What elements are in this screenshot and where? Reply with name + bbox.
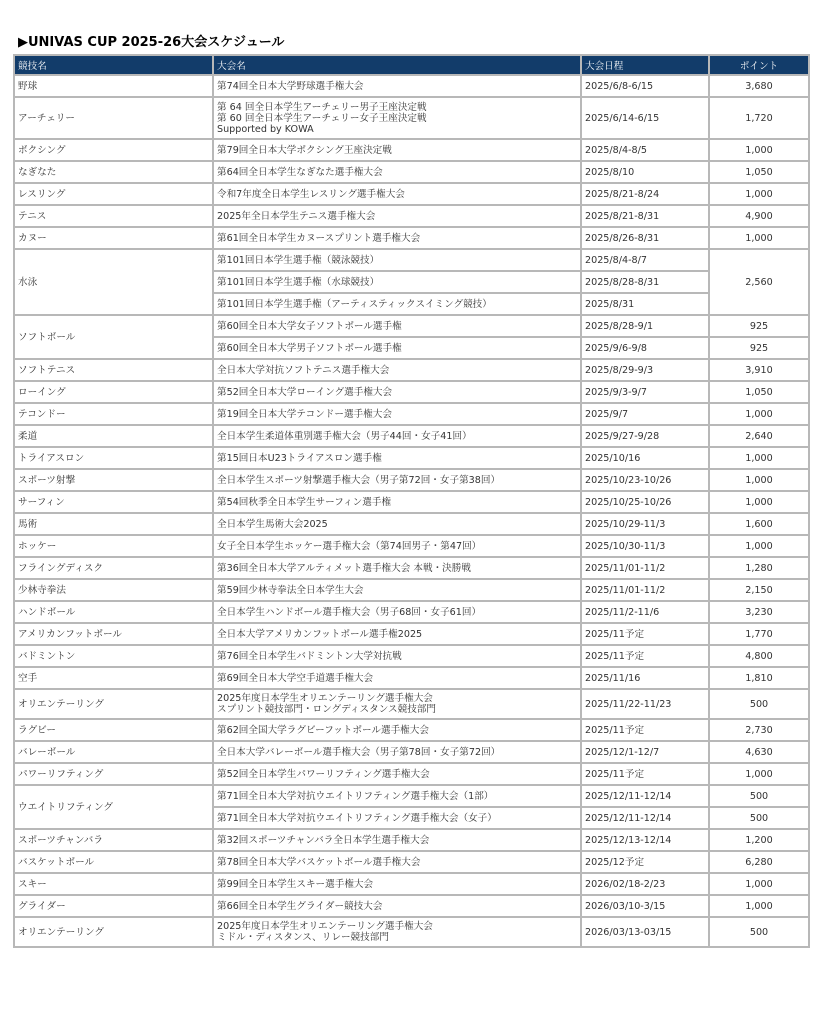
date-cell: 2025/10/29-11/3 — [581, 513, 709, 535]
table-row — [14, 873, 809, 895]
points-cell: 2,560 — [709, 249, 809, 315]
event-cell — [213, 785, 581, 807]
table-row — [14, 183, 809, 205]
table-row — [14, 513, 809, 535]
event-name-line: 第99回全日本学生スキー選手権大会 — [217, 878, 374, 890]
event-cell — [213, 75, 581, 97]
table-row — [14, 249, 809, 271]
event-name-line: Supported by KOWA — [217, 123, 314, 135]
points-cell: 3,680 — [709, 75, 809, 97]
date-cell: 2025/12/11-12/14 — [581, 807, 709, 829]
event-name-line: 全日本学生ハンドボール選手権大会（男子68回・女子61回） — [217, 606, 482, 618]
event-cell — [213, 917, 581, 947]
event-name-line: 第59回少林寺拳法全日本学生大会 — [217, 584, 364, 596]
event-cell — [213, 205, 581, 227]
table-row — [14, 579, 809, 601]
event-name-line: 第101回日本学生選手権（水球競技） — [217, 276, 380, 288]
event-name-line: 第71回全日本大学対抗ウエイトリフティング選手権大会（1部） — [217, 790, 494, 802]
date-cell: 2025/12/13-12/14 — [581, 829, 709, 851]
points-cell: 4,630 — [709, 741, 809, 763]
date-cell: 2025/11/16 — [581, 667, 709, 689]
event-cell — [213, 645, 581, 667]
event-cell — [213, 623, 581, 645]
event-cell — [213, 579, 581, 601]
points-cell: 925 — [709, 315, 809, 337]
points-cell: 3,230 — [709, 601, 809, 623]
date-cell: 2025/9/3-9/7 — [581, 381, 709, 403]
table-row — [14, 403, 809, 425]
sport-cell: ホッケー — [14, 535, 213, 557]
table-header-row — [14, 55, 809, 75]
date-cell: 2025/12予定 — [581, 851, 709, 873]
sport-cell: フライングディスク — [14, 557, 213, 579]
event-name-line: 第15回日本U23トライアスロン選手権 — [217, 452, 382, 464]
sport-cell: トライアスロン — [14, 447, 213, 469]
sport-cell: ソフトボール — [14, 315, 213, 359]
table-row — [14, 667, 809, 689]
points-cell: 1,280 — [709, 557, 809, 579]
date-cell: 2025/8/21-8/24 — [581, 183, 709, 205]
points-cell: 1,000 — [709, 491, 809, 513]
points-cell: 1,720 — [709, 97, 809, 139]
header-date: 大会日程 — [581, 55, 709, 75]
table-row — [14, 97, 809, 139]
event-cell — [213, 97, 581, 139]
sport-cell: グライダー — [14, 895, 213, 917]
event-name-line: 第60回全日本大学女子ソフトボール選手権 — [217, 320, 402, 332]
table-row — [14, 491, 809, 513]
table-row — [14, 829, 809, 851]
table-row — [14, 139, 809, 161]
event-name-line: 全日本大学バレーボール選手権大会（男子第78回・女子第72回） — [217, 746, 501, 758]
table-row — [14, 227, 809, 249]
sport-cell: テコンドー — [14, 403, 213, 425]
table-row — [14, 895, 809, 917]
points-cell: 1,000 — [709, 895, 809, 917]
points-cell: 1,600 — [709, 513, 809, 535]
points-cell: 4,800 — [709, 645, 809, 667]
table-row — [14, 557, 809, 579]
header-event: 大会名 — [213, 55, 581, 75]
sport-cell: 馬術 — [14, 513, 213, 535]
event-cell — [213, 161, 581, 183]
event-name-line: スプリント競技部門・ロングディスタンス競技部門 — [217, 704, 437, 715]
date-cell: 2025/8/28-9/1 — [581, 315, 709, 337]
sport-cell: ボクシング — [14, 139, 213, 161]
points-cell: 1,000 — [709, 763, 809, 785]
table-row — [14, 623, 809, 645]
points-cell: 500 — [709, 807, 809, 829]
table-row — [14, 645, 809, 667]
date-cell: 2025/10/25-10/26 — [581, 491, 709, 513]
event-cell — [213, 359, 581, 381]
event-name-line: 第62回全国大学ラグビーフットボール選手権大会 — [217, 724, 429, 736]
points-cell: 1,000 — [709, 227, 809, 249]
sport-cell: ラグビー — [14, 719, 213, 741]
date-cell: 2025/12/11-12/14 — [581, 785, 709, 807]
sport-cell: オリエンテーリング — [14, 917, 213, 947]
table-row — [14, 447, 809, 469]
event-name-line: 令和7年度全日本学生レスリング選手権大会 — [217, 188, 405, 200]
table-body — [14, 75, 809, 947]
sport-cell: サーフィン — [14, 491, 213, 513]
event-name-line: 第66回全日本学生グライダー競技大会 — [217, 900, 383, 912]
sport-cell: ウエイトリフティング — [14, 785, 213, 829]
event-name-line: 第101回日本学生選手権（競泳競技） — [217, 254, 380, 266]
sport-cell: レスリング — [14, 183, 213, 205]
points-cell: 1,810 — [709, 667, 809, 689]
event-name-line: 第19回全日本大学テコンドー選手権大会 — [217, 408, 392, 420]
event-name-line: 第71回全日本大学対抗ウエイトリフティング選手権大会（女子） — [217, 812, 497, 824]
points-cell: 500 — [709, 917, 809, 947]
date-cell: 2025/8/28-8/31 — [581, 271, 709, 293]
points-cell: 6,280 — [709, 851, 809, 873]
event-name-line: 全日本学生スポーツ射撃選手権大会（男子第72回・女子第38回） — [217, 474, 501, 486]
sport-cell: 少林寺拳法 — [14, 579, 213, 601]
sport-cell: パワーリフティング — [14, 763, 213, 785]
date-cell: 2025/11/22-11/23 — [581, 689, 709, 719]
points-cell: 500 — [709, 785, 809, 807]
points-cell: 1,770 — [709, 623, 809, 645]
sport-cell: アメリカンフットボール — [14, 623, 213, 645]
event-cell — [213, 873, 581, 895]
date-cell: 2026/03/10-3/15 — [581, 895, 709, 917]
event-cell — [213, 271, 581, 293]
sport-cell: カヌー — [14, 227, 213, 249]
date-cell: 2025/9/7 — [581, 403, 709, 425]
date-cell: 2025/8/10 — [581, 161, 709, 183]
table-row — [14, 359, 809, 381]
table-row — [14, 381, 809, 403]
date-cell: 2025/6/8-6/15 — [581, 75, 709, 97]
schedule-table — [13, 54, 810, 948]
sport-cell: 野球 — [14, 75, 213, 97]
sport-cell: スポーツ射撃 — [14, 469, 213, 491]
sport-cell: テニス — [14, 205, 213, 227]
sport-cell: オリエンテーリング — [14, 689, 213, 719]
event-cell — [213, 763, 581, 785]
event-cell — [213, 183, 581, 205]
table-row — [14, 719, 809, 741]
event-name-line: 第69回全日本大学空手道選手権大会 — [217, 672, 374, 684]
event-name-line: 2025年全日本学生テニス選手権大会 — [217, 210, 376, 222]
event-cell — [213, 513, 581, 535]
points-cell: 2,640 — [709, 425, 809, 447]
event-name-line: 全日本学生柔道体重別選手権大会（男子44回・女子41回） — [217, 430, 472, 442]
event-name-line: 第52回全日本大学ローイング選手権大会 — [217, 386, 393, 398]
event-cell — [213, 601, 581, 623]
points-cell: 1,200 — [709, 829, 809, 851]
event-cell — [213, 895, 581, 917]
event-cell — [213, 403, 581, 425]
event-cell — [213, 315, 581, 337]
event-name-line: 第32回スポーツチャンバラ全日本学生選手権大会 — [217, 834, 430, 846]
table-row — [14, 469, 809, 491]
event-cell — [213, 689, 581, 719]
page-title: ▶UNIVAS CUP 2025-26大会スケジュール — [18, 35, 285, 50]
event-cell — [213, 337, 581, 359]
sport-cell: バレーボール — [14, 741, 213, 763]
sport-cell: 空手 — [14, 667, 213, 689]
event-cell — [213, 381, 581, 403]
event-name-line: 全日本学生馬術大会2025 — [217, 518, 328, 530]
event-name-line: 第74回全日本大学野球選手権大会 — [217, 80, 364, 92]
event-cell — [213, 293, 581, 315]
points-cell: 1,050 — [709, 161, 809, 183]
date-cell: 2025/10/30-11/3 — [581, 535, 709, 557]
event-name-line: 第 64 回全日本学生アーチェリー男子王座決定戦 — [217, 101, 427, 113]
event-cell — [213, 719, 581, 741]
header-sport: 競技名 — [14, 55, 213, 75]
points-cell: 1,000 — [709, 873, 809, 895]
date-cell: 2025/8/4-8/7 — [581, 249, 709, 271]
points-cell: 500 — [709, 689, 809, 719]
table-row — [14, 205, 809, 227]
sport-cell: バスケットボール — [14, 851, 213, 873]
date-cell: 2025/8/29-9/3 — [581, 359, 709, 381]
date-cell: 2025/11予定 — [581, 763, 709, 785]
event-cell — [213, 535, 581, 557]
table-row — [14, 763, 809, 785]
date-cell: 2026/02/18-2/23 — [581, 873, 709, 895]
table-row — [14, 601, 809, 623]
points-cell: 1,000 — [709, 403, 809, 425]
date-cell: 2025/11予定 — [581, 623, 709, 645]
event-name-line: 第60回全日本大学男子ソフトボール選手権 — [217, 342, 402, 354]
sport-cell: ローイング — [14, 381, 213, 403]
table-row — [14, 689, 809, 719]
date-cell: 2025/10/16 — [581, 447, 709, 469]
date-cell: 2026/03/13-03/15 — [581, 917, 709, 947]
event-name-line: 2025年度日本学生オリエンテーリング選手権大会 — [217, 693, 433, 704]
header-points: ポイント — [709, 55, 809, 75]
date-cell: 2025/9/27-9/28 — [581, 425, 709, 447]
table-row — [14, 75, 809, 97]
event-cell — [213, 741, 581, 763]
date-cell: 2025/11予定 — [581, 719, 709, 741]
event-cell — [213, 557, 581, 579]
event-cell — [213, 249, 581, 271]
table-row — [14, 851, 809, 873]
table-row — [14, 535, 809, 557]
event-name-line: 第52回全日本学生パワーリフティング選手権大会 — [217, 768, 430, 780]
event-cell — [213, 829, 581, 851]
event-name-line: 第78回全日本大学バスケットボール選手権大会 — [217, 856, 421, 868]
points-cell: 3,910 — [709, 359, 809, 381]
table-row — [14, 161, 809, 183]
event-name-line: 全日本大学対抗ソフトテニス選手権大会 — [217, 364, 390, 376]
date-cell: 2025/12/1-12/7 — [581, 741, 709, 763]
table-row — [14, 785, 809, 807]
event-name-line: 第61回全日本学生カヌースプリント選手権大会 — [217, 232, 421, 244]
event-name-line: 2025年度日本学生オリエンテーリング選手権大会 — [217, 921, 433, 932]
date-cell: 2025/8/26-8/31 — [581, 227, 709, 249]
event-name-line: 第64回全日本学生なぎなた選手権大会 — [217, 166, 383, 178]
points-cell: 1,000 — [709, 469, 809, 491]
event-cell — [213, 469, 581, 491]
event-name-line: 第76回全日本学生バドミントン大学対抗戦 — [217, 650, 402, 662]
date-cell: 2025/9/6-9/8 — [581, 337, 709, 359]
table-row — [14, 425, 809, 447]
date-cell: 2025/11/2-11/6 — [581, 601, 709, 623]
event-cell — [213, 491, 581, 513]
sport-cell: スポーツチャンバラ — [14, 829, 213, 851]
event-name-line: 第101回日本学生選手権（アーティスティックスイミング競技） — [217, 298, 492, 310]
event-cell — [213, 851, 581, 873]
table-row — [14, 315, 809, 337]
event-name-line: 第36回全日本大学アルティメット選手権大会 本戦・決勝戦 — [217, 562, 471, 574]
points-cell: 925 — [709, 337, 809, 359]
date-cell: 2025/8/31 — [581, 293, 709, 315]
event-name-line: 第54回秋季全日本学生サーフィン選手権 — [217, 496, 392, 508]
points-cell: 2,150 — [709, 579, 809, 601]
date-cell: 2025/11予定 — [581, 645, 709, 667]
sport-cell: なぎなた — [14, 161, 213, 183]
points-cell: 2,730 — [709, 719, 809, 741]
event-cell — [213, 447, 581, 469]
points-cell: 4,900 — [709, 205, 809, 227]
date-cell: 2025/10/23-10/26 — [581, 469, 709, 491]
event-cell — [213, 139, 581, 161]
date-cell: 2025/8/21-8/31 — [581, 205, 709, 227]
sport-cell: 水泳 — [14, 249, 213, 315]
sport-cell: ソフトテニス — [14, 359, 213, 381]
event-name-line: 第 60 回全日本学生アーチェリー女子王座決定戦 — [217, 112, 427, 124]
date-cell: 2025/11/01-11/2 — [581, 557, 709, 579]
event-cell — [213, 667, 581, 689]
date-cell: 2025/11/01-11/2 — [581, 579, 709, 601]
sport-cell: アーチェリー — [14, 97, 213, 139]
date-cell: 2025/8/4-8/5 — [581, 139, 709, 161]
sport-cell: 柔道 — [14, 425, 213, 447]
points-cell: 1,050 — [709, 381, 809, 403]
event-cell — [213, 425, 581, 447]
event-name-line: 第79回全日本大学ボクシング王座決定戦 — [217, 144, 392, 156]
event-cell — [213, 227, 581, 249]
points-cell: 1,000 — [709, 535, 809, 557]
event-name-line: 女子全日本学生ホッケー選手権大会（第74回男子・第47回） — [217, 540, 482, 552]
table-row — [14, 741, 809, 763]
points-cell: 1,000 — [709, 139, 809, 161]
sport-cell: バドミントン — [14, 645, 213, 667]
table-row — [14, 917, 809, 947]
sport-cell: ハンドボール — [14, 601, 213, 623]
points-cell: 1,000 — [709, 183, 809, 205]
points-cell: 1,000 — [709, 447, 809, 469]
date-cell: 2025/6/14-6/15 — [581, 97, 709, 139]
event-cell — [213, 807, 581, 829]
event-name-line: 全日本大学アメリカンフットボール選手権2025 — [217, 628, 423, 640]
sport-cell: スキー — [14, 873, 213, 895]
event-name-line: ミドル・ディスタンス、リレー競技部門 — [217, 932, 389, 943]
